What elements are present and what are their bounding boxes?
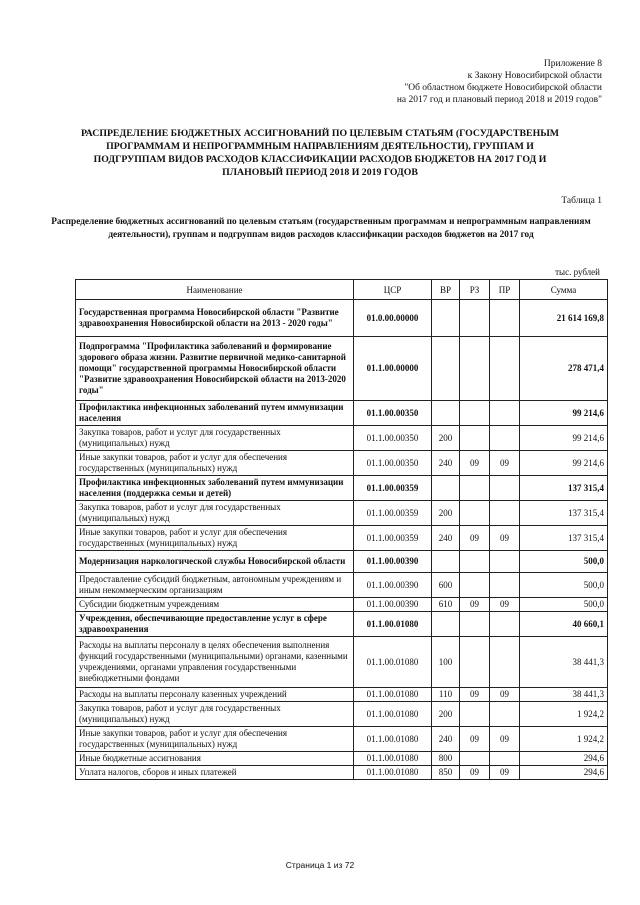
cell-csr: 01.0.00.00000	[354, 300, 432, 337]
appendix-note	[302, 58, 602, 106]
budget-table-body	[76, 300, 608, 780]
cell-rz	[460, 637, 490, 688]
table-row	[76, 476, 608, 501]
cell-sum: 38 441,3	[520, 688, 608, 702]
cell-sum: 294,6	[520, 766, 608, 780]
cell-pr: 09	[490, 688, 520, 702]
cell-vr: 850	[432, 766, 460, 780]
cell-rz: 09	[460, 451, 490, 476]
cell-name: Профилактика инфекционных заболеваний путем иммунизации населения (поддержка семьи и детей)	[76, 476, 354, 501]
cell-rz	[460, 501, 490, 526]
cell-rz	[460, 337, 490, 401]
table-subtitle: Распределение бюджетных ассигнований по целевым статьям (государственным программам и непрограммным направлениям деятельности), группам и подгруппам видов расходов классификации расходов бюджетов на 2017 год	[51, 217, 591, 240]
cell-vr: 240	[432, 451, 460, 476]
cell-rz: 09	[460, 766, 490, 780]
cell-rz	[460, 476, 490, 501]
table-row	[76, 688, 608, 702]
header-name: Наименование	[76, 280, 354, 300]
cell-vr	[432, 401, 460, 426]
cell-csr: 01.1.00.01080	[354, 727, 432, 752]
header-csr: ЦСР	[354, 280, 432, 300]
cell-sum: 137 315,4	[520, 526, 608, 551]
cell-name: Расходы на выплаты персоналу казенных учреждений	[76, 688, 354, 702]
cell-name: Расходы на выплаты персоналу в целях обеспечения выполнения функций государственными (муниципальными) органами, казенными учреждениями, органами управления государственными внебюджетными фондами	[76, 637, 354, 688]
cell-sum: 99 214,6	[520, 426, 608, 451]
appendix-line: Приложение 8	[543, 59, 602, 69]
cell-csr: 01.1.00.01080	[354, 612, 432, 637]
table-row	[76, 401, 608, 426]
cell-name: Предоставление субсидий бюджетным, автономным учреждениям и иным некоммерческим организациям	[76, 573, 354, 598]
table-number-label: Таблица 1	[561, 196, 602, 206]
cell-csr: 01.1.00.00359	[354, 526, 432, 551]
table-row	[76, 551, 608, 573]
cell-csr: 01.1.00.01080	[354, 766, 432, 780]
cell-pr	[490, 401, 520, 426]
table-row	[76, 766, 608, 780]
cell-pr	[490, 551, 520, 573]
cell-name: Иные закупки товаров, работ и услуг для обеспечения государственных (муниципальных) нужд	[76, 727, 354, 752]
cell-rz	[460, 426, 490, 451]
cell-pr	[490, 573, 520, 598]
cell-name: Модернизация наркологической службы Новосибирской области	[76, 551, 354, 573]
cell-sum: 278 471,4	[520, 337, 608, 401]
cell-csr: 01.1.00.00359	[354, 476, 432, 501]
cell-vr: 200	[432, 702, 460, 727]
cell-pr	[490, 702, 520, 727]
header-vr: ВР	[432, 280, 460, 300]
cell-rz	[460, 401, 490, 426]
cell-sum: 99 214,6	[520, 451, 608, 476]
cell-pr	[490, 637, 520, 688]
appendix-line: на 2017 год и плановый период 2018 и 2019 годов"	[396, 95, 602, 105]
cell-vr	[432, 612, 460, 637]
table-row	[76, 752, 608, 766]
cell-pr: 09	[490, 766, 520, 780]
cell-vr	[432, 337, 460, 401]
cell-csr: 01.1.00.00390	[354, 573, 432, 598]
cell-name: Иные закупки товаров, работ и услуг для обеспечения государственных (муниципальных) нужд	[76, 526, 354, 551]
cell-sum: 1 924,2	[520, 702, 608, 727]
table-row	[76, 526, 608, 551]
cell-rz	[460, 702, 490, 727]
cell-vr: 200	[432, 426, 460, 451]
cell-sum: 40 660,1	[520, 612, 608, 637]
cell-pr	[490, 752, 520, 766]
cell-rz	[460, 752, 490, 766]
cell-pr	[490, 612, 520, 637]
cell-name: Субсидии бюджетным учреждениям	[76, 598, 354, 612]
cell-csr: 01.1.00.01080	[354, 637, 432, 688]
cell-name: Закупка товаров, работ и услуг для государственных (муниципальных) нужд	[76, 426, 354, 451]
cell-vr	[432, 300, 460, 337]
cell-name: Закупка товаров, работ и услуг для государственных (муниципальных) нужд	[76, 702, 354, 727]
cell-sum: 294,6	[520, 752, 608, 766]
page-number: Страница 1 из 72	[285, 860, 355, 870]
cell-rz: 09	[460, 598, 490, 612]
cell-name: Учреждения, обеспечивающие предоставление услуг в сфере здравоохранения	[76, 612, 354, 637]
cell-pr: 09	[490, 727, 520, 752]
cell-pr	[490, 426, 520, 451]
table-row	[76, 702, 608, 727]
budget-table	[75, 279, 608, 780]
cell-csr: 01.1.00.00350	[354, 451, 432, 476]
cell-name: Иные закупки товаров, работ и услуг для обеспечения государственных (муниципальных) нужд	[76, 451, 354, 476]
table-row	[76, 501, 608, 526]
cell-sum: 500,0	[520, 551, 608, 573]
cell-sum: 137 315,4	[520, 501, 608, 526]
cell-rz: 09	[460, 526, 490, 551]
cell-csr: 01.1.00.01080	[354, 752, 432, 766]
cell-vr: 800	[432, 752, 460, 766]
table-row	[76, 637, 608, 688]
cell-csr: 01.1.00.00000	[354, 337, 432, 401]
cell-name: Иные бюджетные ассигнования	[76, 752, 354, 766]
header-rz: РЗ	[460, 280, 490, 300]
cell-csr: 01.1.00.00390	[354, 551, 432, 573]
cell-vr: 240	[432, 526, 460, 551]
cell-name: Уплата налогов, сборов и иных платежей	[76, 766, 354, 780]
table-row	[76, 612, 608, 637]
cell-rz	[460, 612, 490, 637]
appendix-line: к Закону Новосибирской области	[467, 71, 602, 81]
cell-sum: 137 315,4	[520, 476, 608, 501]
table-row	[76, 426, 608, 451]
cell-vr: 200	[432, 501, 460, 526]
cell-csr: 01.1.00.00350	[354, 426, 432, 451]
cell-vr	[432, 476, 460, 501]
cell-rz: 09	[460, 727, 490, 752]
cell-pr: 09	[490, 526, 520, 551]
cell-sum: 1 924,2	[520, 727, 608, 752]
cell-vr: 600	[432, 573, 460, 598]
cell-csr: 01.1.00.00350	[354, 401, 432, 426]
cell-rz	[460, 551, 490, 573]
cell-name: Закупка товаров, работ и услуг для государственных (муниципальных) нужд	[76, 501, 354, 526]
cell-sum: 21 614 169,8	[520, 300, 608, 337]
cell-vr: 100	[432, 637, 460, 688]
cell-vr: 110	[432, 688, 460, 702]
cell-vr: 240	[432, 727, 460, 752]
table-header-row	[76, 280, 608, 300]
cell-csr: 01.1.00.00390	[354, 598, 432, 612]
table-row	[76, 727, 608, 752]
cell-name: Государственная программа Новосибирской области "Развитие здравоохранения Новосибирской области на 2013 - 2020 годы"	[76, 300, 354, 337]
cell-csr: 01.1.00.01080	[354, 688, 432, 702]
table-row	[76, 573, 608, 598]
cell-sum: 99 214,6	[520, 401, 608, 426]
cell-pr	[490, 476, 520, 501]
cell-rz	[460, 573, 490, 598]
cell-vr	[432, 551, 460, 573]
appendix-line: "Об областном бюджете Новосибирской области	[404, 83, 602, 93]
table-row	[76, 598, 608, 612]
cell-pr	[490, 337, 520, 401]
cell-vr: 610	[432, 598, 460, 612]
table-row	[76, 300, 608, 337]
header-pr: ПР	[490, 280, 520, 300]
cell-sum: 38 441,3	[520, 637, 608, 688]
cell-pr: 09	[490, 451, 520, 476]
cell-rz	[460, 300, 490, 337]
cell-pr	[490, 501, 520, 526]
units-label: тыс. рублей	[555, 267, 600, 277]
cell-sum: 500,0	[520, 598, 608, 612]
cell-sum: 500,0	[520, 573, 608, 598]
cell-name: Подпрограмма "Профилактика заболеваний и формирование здорового образа жизни. Развитие первичной медико-санитарной помощи" государственной программы Новосибирской области "Развитие здравоохранения Новосибирской области на 2013-2020 годы"	[76, 337, 354, 401]
cell-rz: 09	[460, 688, 490, 702]
header-sum: Сумма	[520, 280, 608, 300]
table-row	[76, 451, 608, 476]
table-row	[76, 337, 608, 401]
cell-csr: 01.1.00.00359	[354, 501, 432, 526]
document-title: РАСПРЕДЕЛЕНИЕ БЮДЖЕТНЫХ АССИГНОВАНИЙ ПО ЦЕЛЕВЫМ СТАТЬЯМ (ГОСУДАРСТВЕНЫМ ПРОГРАММАМ И НЕПРОГРАММНЫМ НАПРАВЛЕНИЯМ ДЕЯТЕЛЬНОСТИ), ГРУППАМ И ПОДГРУППАМ ВИДОВ РАСХОДОВ КЛАССИФИКАЦИИ РАСХОДОВ БЮДЖЕТОВ НА 2017 ГОД И ПЛАНОВЫЙ ПЕРИОД 2018 И 2019 ГОДОВ	[80, 128, 560, 178]
cell-pr: 09	[490, 598, 520, 612]
cell-pr	[490, 300, 520, 337]
cell-name: Профилактика инфекционных заболеваний путем иммунизации населения	[76, 401, 354, 426]
cell-csr: 01.1.00.01080	[354, 702, 432, 727]
